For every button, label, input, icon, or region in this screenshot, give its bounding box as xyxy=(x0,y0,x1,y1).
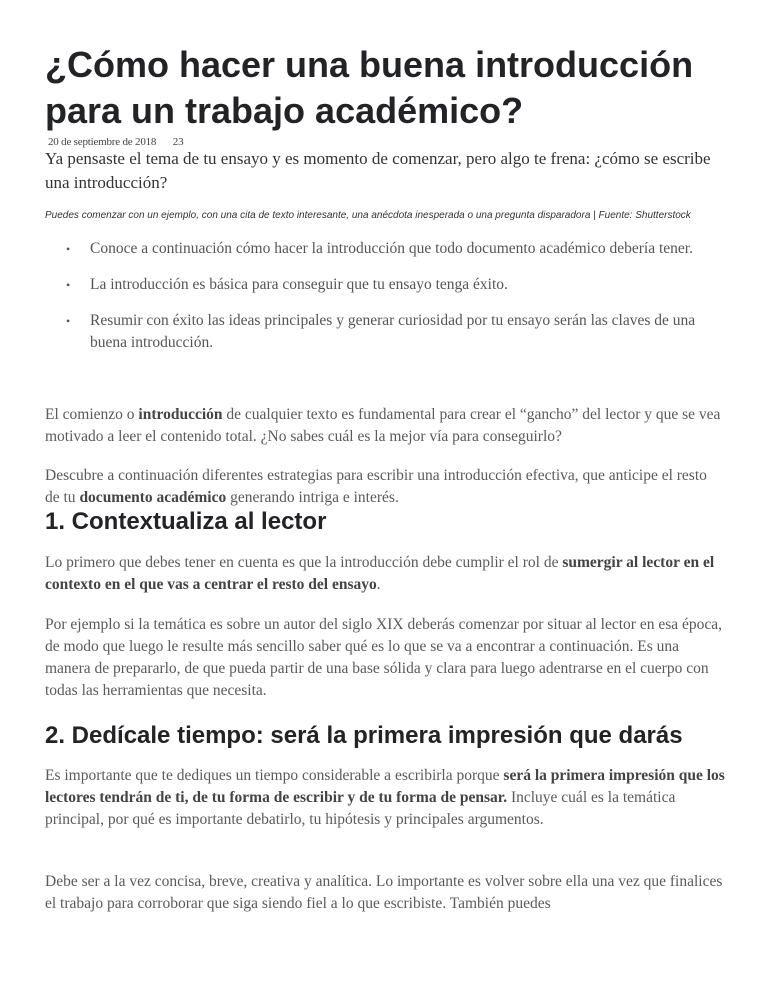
section-heading-2: 2. Dedícale tiempo: será la primera impresión que darás xyxy=(45,722,683,749)
bullet-icon: • xyxy=(66,278,71,292)
summary-bullets xyxy=(45,238,725,368)
intro-paragraph-2: Descubre a continuación diferentes estrategias para escribir una introducción efectiva, que anticipe el resto de tu documento académico generando intriga e interés. xyxy=(45,467,707,506)
section-heading-1: 1. Contextualiza al lector xyxy=(45,508,327,535)
section-2-paragraph-2: Debe ser a la vez concisa, breve, creativa y analítica. Lo importante es volver sobre ella una vez que finalices el trabajo para corroborar que siga siendo fiel a lo que escribiste. También puedes xyxy=(45,873,723,912)
lead-paragraph: Ya pensaste el tema de tu ensayo y es momento de comenzar, pero algo te frena: ¿cómo se escribe una introducción? xyxy=(45,149,711,192)
section-2-paragraph-1: Es importante que te dediques un tiempo considerable a escribirla porque será la primera impresión que los lectores tendrán de ti, de tu forma de escribir y de tu forma de pensar. Incluye cuál es la temática principal, por qué es importante debatirlo, tu hipótesis y principales argumentos. xyxy=(45,767,725,828)
bullet-icon: • xyxy=(66,242,71,256)
bullet-item: • La introducción es básica para conseguir que tu ensayo tenga éxito. xyxy=(45,274,725,296)
publish-date: 20 de septiembre de 2018 xyxy=(48,136,157,148)
bullet-item: • Resumir con éxito las ideas principales y generar curiosidad por tu ensayo serán las claves de una buena introducción. xyxy=(66,312,696,351)
bullet-item: • Conoce a continuación cómo hacer la introducción que todo documento académico debería tener. xyxy=(45,238,725,260)
image-caption: Puedes comenzar con un ejemplo, con una cita de texto interesante, una anécdota inesperada o una pregunta disparadora | Fuente: Shutterstock xyxy=(45,210,691,221)
page-title: ¿Cómo hacer una buena introducción para un trabajo académico? xyxy=(45,44,694,131)
intro-paragraph-1: El comienzo o introducción de cualquier texto es fundamental para crear el “gancho” del lector y que se vea motivado a leer el contenido total. ¿No sabes cuál es la mejor vía para conseguirlo? xyxy=(45,406,721,445)
section-1-paragraph-2: Por ejemplo si la temática es sobre un autor del siglo XIX deberás comenzar por situar al lector en esa época, de modo que luego le resulte más sencillo saber qué es lo que se va a encontrar a continuación. Es una manera de prepararlo, de que pueda partir de una base sólida y clara para luego adentrarse en el cuerpo con todas las herramientas que necesita. xyxy=(45,616,723,699)
comment-count[interactable]: 23 xyxy=(172,136,184,148)
bullet-icon: • xyxy=(66,314,71,328)
section-1-paragraph-1: Lo primero que debes tener en cuenta es que la introducción debe cumplir el rol de sumergir al lector en el contexto en el que vas a centrar el resto del ensayo. xyxy=(45,554,715,593)
